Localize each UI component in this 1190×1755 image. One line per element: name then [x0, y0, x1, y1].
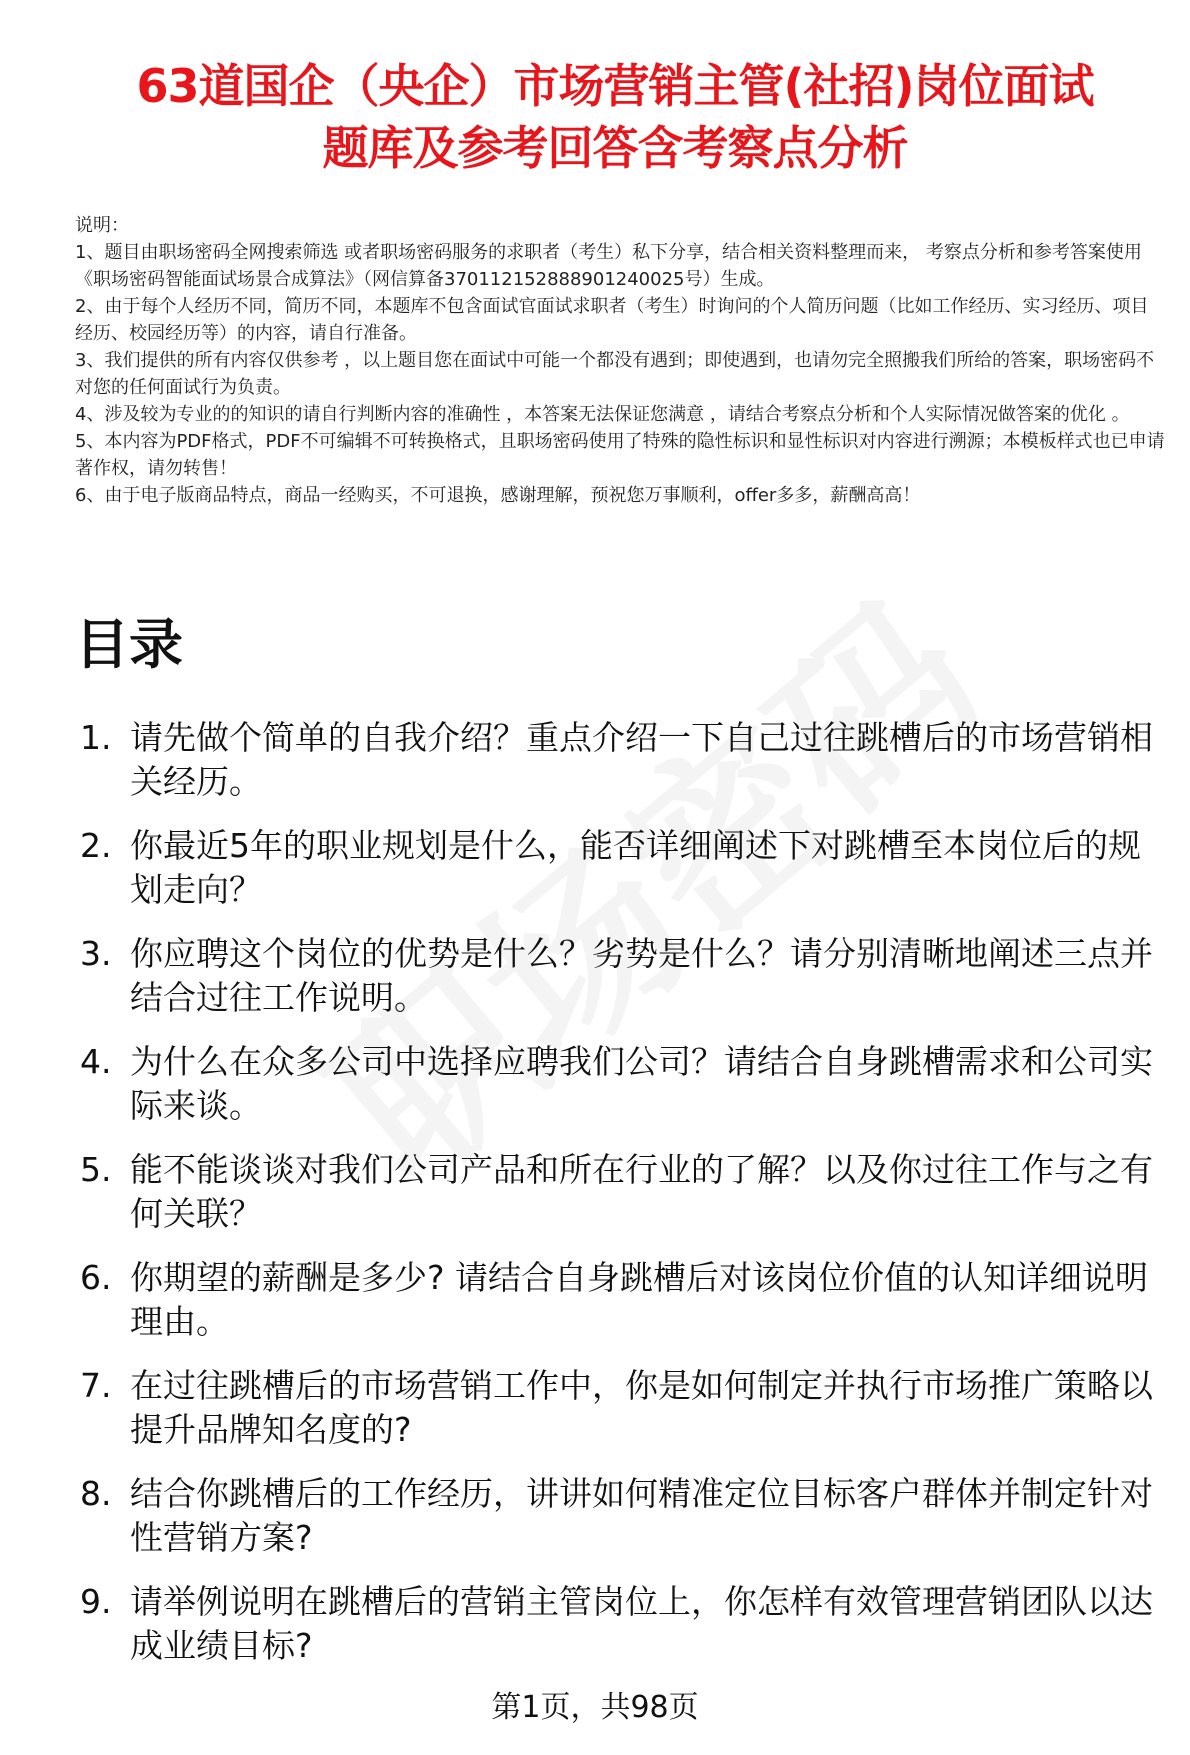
question-number: 5. [80, 1150, 112, 1189]
question-number: 6. [80, 1258, 112, 1297]
title-line-1: 63道国企（央企）市场营销主管(社招)岗位面试 [136, 59, 1094, 113]
question-item [80, 716, 1170, 804]
question-number: 2. [80, 826, 112, 865]
question-number: 1. [80, 718, 112, 757]
page-footer: 第1页，共98页 [491, 1690, 699, 1725]
question-number: 3. [80, 934, 112, 973]
question-item [80, 1256, 1170, 1344]
note-item: 4、涉及较为专业的的知识的请自行判断内容的准确性 ，本答案无法保证您满意 ，请结合考察点分析和个人实际情况做答案的优化 。 [75, 404, 1130, 425]
note-item: 2、由于每个人经历不同，简历不同，本题库不包含面试官面试求职者（考生）时询问的个人简历问题（比如工作经历、实习经历、项目经历、校园经历等）的内容，请自行准备。 [75, 296, 1149, 344]
question-text: 在过往跳槽后的市场营销工作中，你是如何制定并执行市场推广策略以提升品牌知名度的? [130, 1366, 1153, 1449]
question-item [80, 1040, 1170, 1128]
question-number: 7. [80, 1366, 112, 1405]
note-item: 5、本内容为PDF格式，PDF不可编辑不可转换格式，且职场密码使用了特殊的隐性标识和显性标识对内容进行溯源；本模板样式也已申请著作权，请勿转售！ [75, 431, 1165, 479]
question-text: 你期望的薪酬是多少? 请结合自身跳槽后对该岗位价值的认知详细说明理由。 [130, 1258, 1149, 1341]
question-text: 结合你跳槽后的工作经历，讲讲如何精准定位目标客户群体并制定针对性营销方案? [130, 1474, 1153, 1557]
question-item [80, 1148, 1170, 1236]
question-text: 你应聘这个岗位的优势是什么？劣势是什么？请分别清晰地阐述三点并结合过往工作说明。 [130, 934, 1153, 1017]
question-item [80, 932, 1170, 1020]
question-number: 4. [80, 1042, 112, 1081]
title-line-2: 题库及参考回答含考察点分析 [322, 121, 908, 175]
question-text: 你最近5年的职业规划是什么，能否详细阐述下对跳槽至本岗位后的规划走向？ [130, 826, 1141, 909]
question-number: 8. [80, 1474, 112, 1513]
note-item: 6、由于电子版商品特点，商品一经购买，不可退换，感谢理解，预祝您万事顺利，offer多多，薪酬高高！ [75, 485, 921, 506]
note-item: 1、题目由职场密码全网搜索筛选 或者职场密码服务的求职者（考生）私下分享，结合相关资料整理而来， 考察点分析和参考答案使用《职场密码智能面试场景合成算法》（网信算备370112152888901240025号）生成。 [75, 242, 1142, 290]
question-text: 能不能谈谈对我们公司产品和所在行业的了解？以及你过往工作与之有何关联？ [130, 1150, 1153, 1233]
notes-heading: 说明： [75, 215, 129, 236]
question-number: 9. [80, 1582, 112, 1621]
question-item [80, 824, 1170, 912]
question-list [80, 716, 1170, 1688]
question-text: 请举例说明在跳槽后的营销主管岗位上，你怎样有效管理营销团队以达成业绩目标? [130, 1582, 1153, 1665]
question-text: 为什么在众多公司中选择应聘我们公司？请结合自身跳槽需求和公司实际来谈。 [130, 1042, 1153, 1125]
document-title [60, 55, 1170, 179]
toc-heading: 目录 [75, 613, 183, 676]
notes-section [75, 212, 1165, 509]
question-text: 请先做个简单的自我介绍？重点介绍一下自己过往跳槽后的市场营销相关经历。 [130, 718, 1153, 801]
question-item [80, 1580, 1170, 1668]
note-item: 3、我们提供的所有内容仅供参考 ，以上题目您在面试中可能一个都没有遇到；即使遇到，也请勿完全照搬我们所给的答案，职场密码不对您的任何面试行为负责。 [75, 350, 1155, 398]
question-item [80, 1364, 1170, 1452]
question-item [80, 1472, 1170, 1560]
